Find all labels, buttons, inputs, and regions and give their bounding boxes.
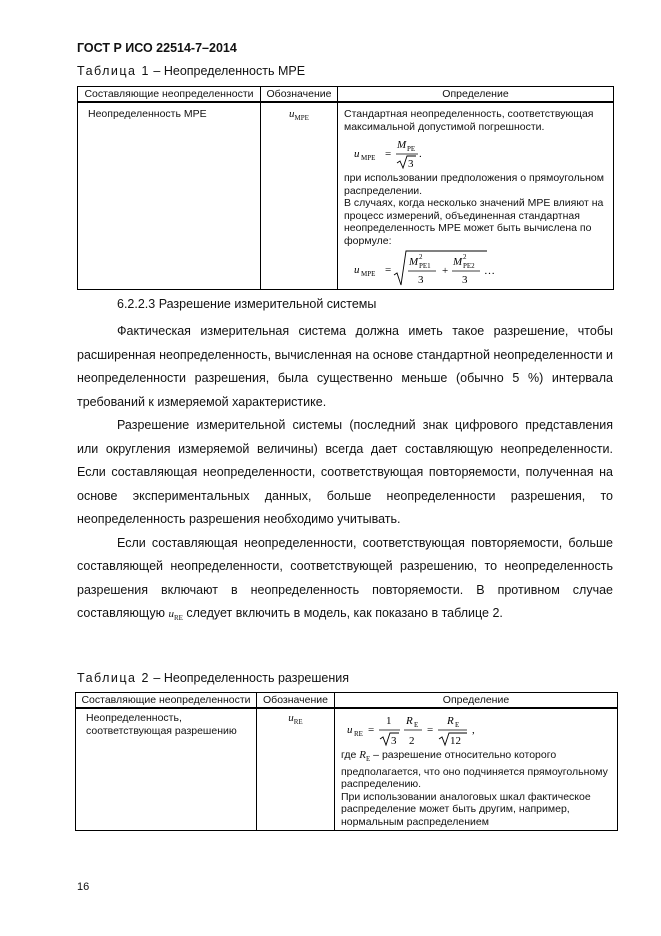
f3-two: 2: [409, 735, 415, 747]
table1-symbol: $u_{MPE}$: [289, 108, 309, 123]
f3-r-sub: E: [414, 721, 419, 729]
table2-header-definition: Определение: [335, 693, 618, 709]
table1-caption: [77, 64, 305, 78]
table2-header-component: Составляющие неопределенности: [76, 693, 257, 709]
table1-caption-text: – Неопределенность МРЕ: [149, 64, 306, 78]
f2-m1-sub: PE1: [419, 262, 431, 270]
table2-symbol: $u_{RE}$: [288, 712, 303, 727]
svg-text:.: .: [419, 148, 422, 160]
f3-den1: 3: [391, 735, 397, 747]
table2-row: [76, 708, 618, 831]
formula-re: [345, 711, 545, 747]
f1-eq: =: [385, 148, 392, 160]
body-text: [77, 320, 613, 631]
table2-caption-label: Таблица 2: [77, 671, 150, 685]
f2-m2: M: [453, 256, 463, 268]
f2-den2: 3: [462, 274, 468, 286]
f3-r2-sub: E: [455, 721, 460, 729]
f3-comma: ,: [472, 724, 475, 736]
table2-definition: [335, 709, 617, 830]
table1-header-symbol: Обозначение: [261, 87, 338, 103]
f3-eq1: =: [368, 724, 375, 736]
paragraph-2: Разрешение измерительной системы (последний знак цифрового представления или округления измеряемой величины) всегда дает составляющую неопределенности. Если составляющая неопределенности, соответствующая повторяемости, полученная на основе экспериментальных данных, больше неопределенности разрешения, то неопределенность разрешения необходимо учитывать.: [77, 418, 613, 526]
f2-lhs-sub: MPE: [361, 270, 376, 278]
page-number: 16: [77, 881, 90, 893]
table1-def-2: при использовании предположения о прямоугольном распределении.: [344, 172, 604, 197]
formula-mpe-combined: [352, 249, 552, 287]
table1-def-3: В случаях, когда несколько значений МРЕ влияют на процесс измерений, объединенная стандартная неопределенность МРЕ может быть вычислена по формуле:: [344, 197, 604, 247]
table1-definition: [338, 103, 613, 289]
table2-header-symbol: Обозначение: [257, 693, 335, 709]
f2-m2-sup: 2: [463, 253, 467, 261]
table2: [75, 692, 618, 831]
section-heading: 6.2.2.3 Разрешение измерительной системы: [117, 297, 377, 311]
f1-lhs-sub: MPE: [361, 154, 376, 162]
table1-caption-label: Таблица 1: [77, 64, 150, 78]
table1: [77, 86, 614, 290]
paragraph-1: Фактическая измерительная система должна иметь такое разрешение, чтобы расширенная неопределенность, вычисленная на основе стандартной неопределенности и неопределенности разрешения, была существенно меньше (обычно 5 %) интервала требований к измеряемой характеристике.: [77, 324, 613, 409]
table1-row: [78, 102, 614, 290]
f3-den2: 12: [450, 735, 461, 747]
f3-lhs-sub: RE: [354, 730, 363, 738]
f3-eq2: =: [427, 724, 434, 736]
paragraph-3: Если составляющая неопределенности, соответствующая повторяемости, больше составляющей неопределенности, соответствующей разрешению, то неопределенность разрешения включают в неопределенность повторяемости. В противном случае составляющую $u_{RE}$ следует включить в модель, как показано в таблице 2.: [77, 535, 613, 623]
f2-plus: +: [442, 265, 449, 277]
table2-component: Неопределенность, соответствующая разрешению: [86, 712, 237, 737]
table1-def-1: Стандартная неопределенность, соответствующая максимальной допустимой погрешности.: [344, 108, 594, 133]
table1-header-definition: Определение: [338, 87, 614, 103]
f2-eq: =: [385, 264, 392, 276]
table2-def-where: где $R_E$ – разрешение относительно которого предполагается, что оно подчиняется прямоугольному распределению.: [341, 749, 608, 791]
table1-component: Неопределенность МРЕ: [88, 108, 207, 120]
f3-r: R: [406, 715, 413, 727]
table1-header-component: Составляющие неопределенности: [78, 87, 261, 103]
f3-lhs: u: [347, 724, 353, 736]
document-header: ГОСТ Р ИСО 22514-7–2014: [77, 41, 237, 55]
f2-m1: M: [409, 256, 419, 268]
f2-m1-sup: 2: [419, 253, 423, 261]
table2-caption-text: – Неопределенность разрешения: [149, 671, 349, 685]
table2-caption: [77, 671, 349, 685]
f3-r2: R: [447, 715, 454, 727]
f2-m2-sub: PE2: [463, 262, 475, 270]
f2-lhs: u: [354, 264, 360, 276]
table2-def-2: При использовании аналоговых шкал фактическое распределение может быть другим, например, нормальным распределением: [341, 790, 591, 828]
f2-ellipsis: …: [484, 265, 495, 277]
f1-num: M: [397, 139, 407, 151]
formula-mpe: [352, 136, 502, 170]
f3-one: 1: [386, 715, 392, 727]
f1-lhs: u: [354, 148, 360, 160]
f1-num-sub: PE: [407, 145, 416, 153]
f1-den: 3: [408, 158, 414, 170]
f2-den1: 3: [418, 274, 424, 286]
p3-symbol: $u_{RE}$: [168, 608, 183, 623]
